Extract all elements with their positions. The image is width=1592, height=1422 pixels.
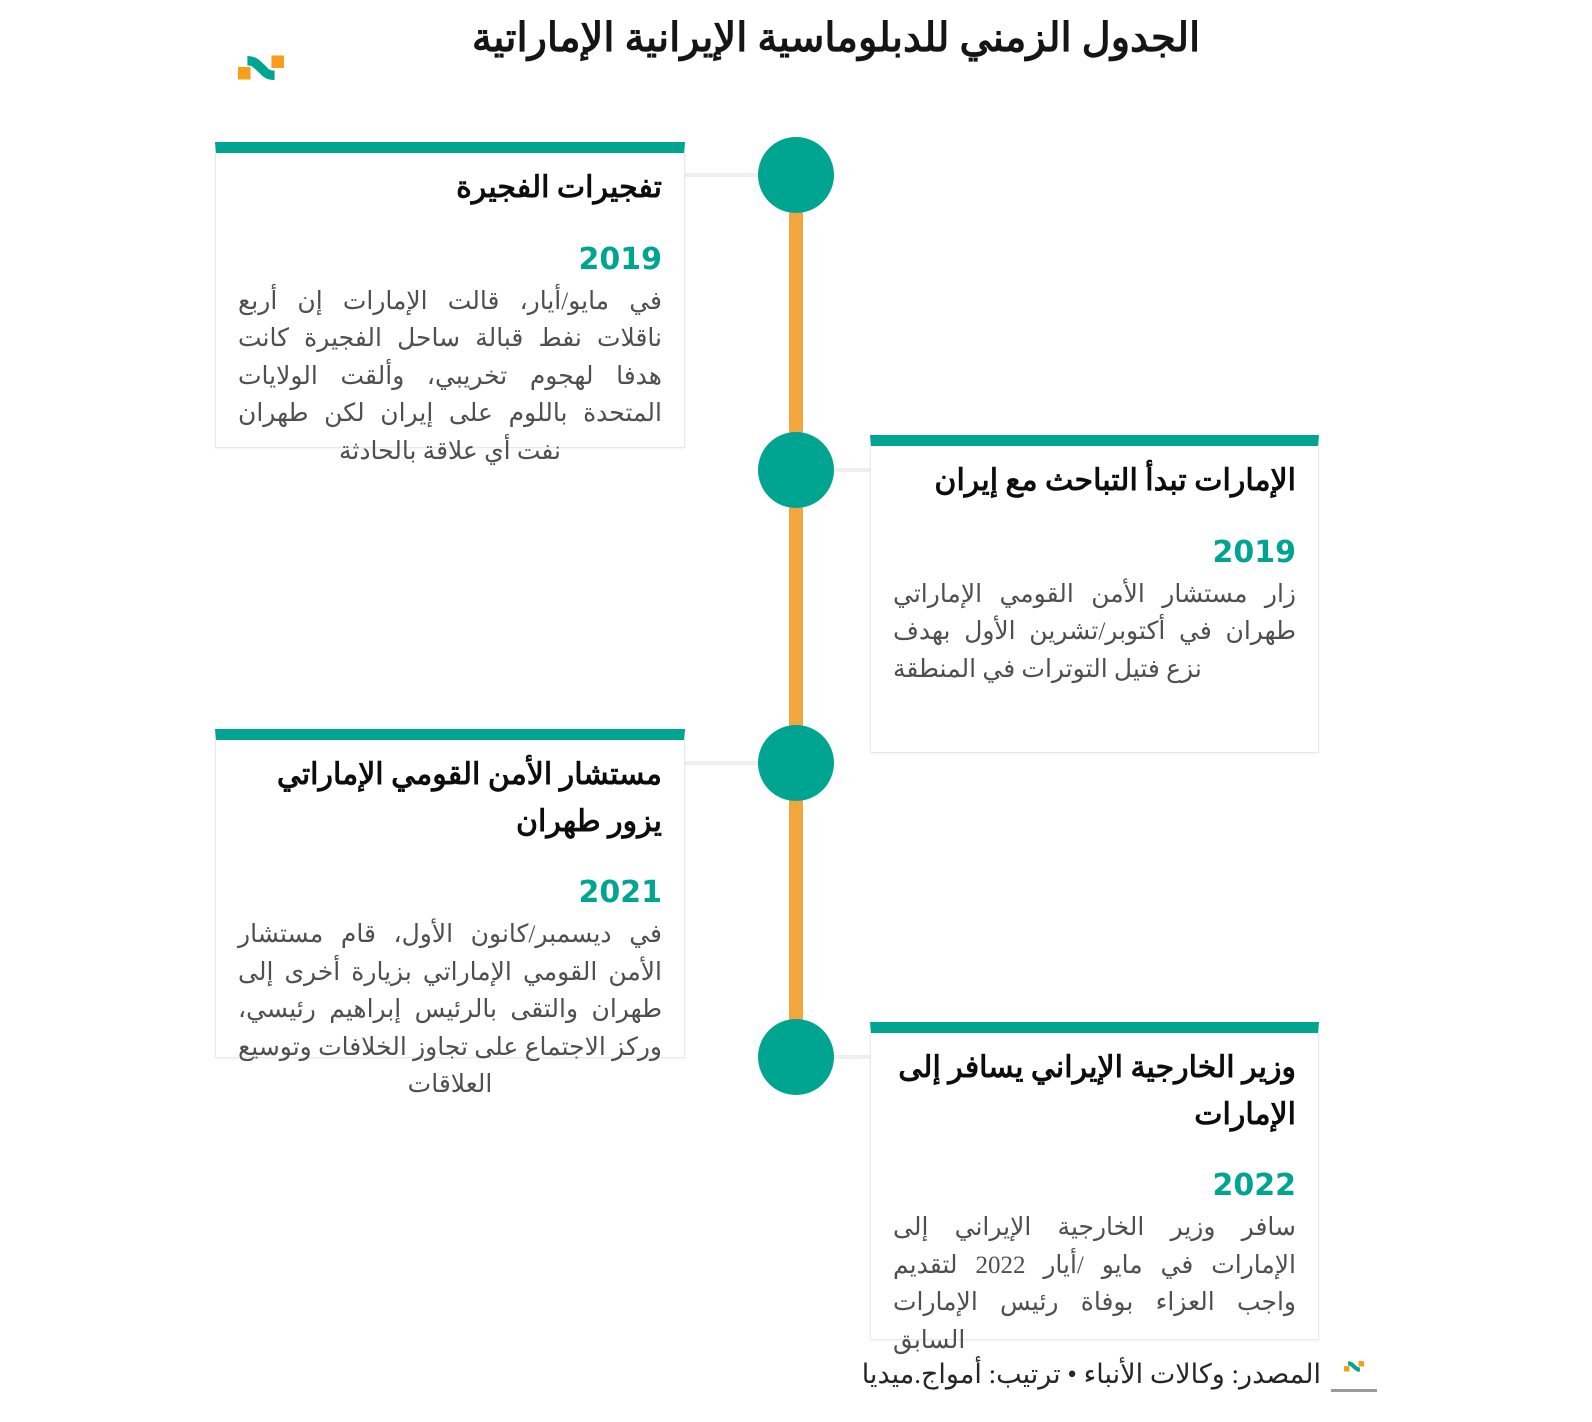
timeline-node	[758, 432, 834, 508]
timeline-node	[758, 1019, 834, 1095]
event-description: زار مستشار الأمن القومي الإماراتي طهران في أكتوبر/تشرين الأول بهدف نزع فتيل التوترات في المنطقة	[893, 580, 1296, 683]
event-card	[215, 729, 685, 1098]
event-year: 2019	[578, 241, 662, 277]
event-title: الإمارات تبدأ التباحث مع إيران	[934, 464, 1296, 497]
timeline-line	[789, 175, 803, 1057]
timeline-node	[758, 137, 834, 213]
event-description: سافر وزير الخارجية الإيراني إلى الإمارات في مايو /أيار 2022 لتقديم واجب العزاء بوفاة رئيس الإمارات السابق	[893, 1214, 1296, 1354]
event-title: مستشار الأمن القومي الإماراتي يزور طهران	[276, 758, 662, 838]
event-card	[215, 142, 685, 465]
event-year: 2022	[1212, 1168, 1296, 1203]
amwaj-logo-icon	[238, 55, 284, 81]
event-year: 2021	[578, 875, 662, 910]
amwaj-logo-small-icon	[1344, 1361, 1364, 1372]
source-text: المصدر: وكالات الأنباء • ترتيب: أمواج.ميديا	[861, 1359, 1321, 1389]
event-description: في مايو/أيار، قالت الإمارات إن أربع ناقلات نفط قبالة ساحل الفجيرة كانت هدفا لهجوم تخريبي، وألقت الولايات المتحدة باللوم على إيران لكن طهران نفت أي علاقة بالحادثة	[238, 287, 662, 465]
timeline-connector	[832, 468, 871, 472]
timeline-connector	[685, 173, 761, 177]
timeline-connector	[832, 1055, 871, 1059]
event-card	[870, 435, 1319, 753]
event-card	[870, 1022, 1319, 1354]
event-description: في ديسمبر/كانون الأول، قام مستشار الأمن القومي الإماراتي بزيارة أخرى إلى طهران والتقى بالرئيس إبراهيم رئيسي، وركز الاجتماع على تجاوز الخلافات وتوسيع العلاقات	[238, 921, 662, 1098]
timeline-node	[758, 725, 834, 801]
footer-divider	[1331, 1389, 1377, 1392]
event-title: وزير الخارجية الإيراني يسافر إلى الإمارات	[898, 1051, 1296, 1131]
timeline-connector	[685, 761, 761, 765]
event-year: 2019	[1212, 534, 1296, 570]
event-title: تفجيرات الفجيرة	[456, 171, 662, 204]
footer-brand	[1331, 1352, 1377, 1392]
page-title: الجدول الزمني للدبلوماسية الإيرانية الإماراتية	[471, 15, 1201, 60]
